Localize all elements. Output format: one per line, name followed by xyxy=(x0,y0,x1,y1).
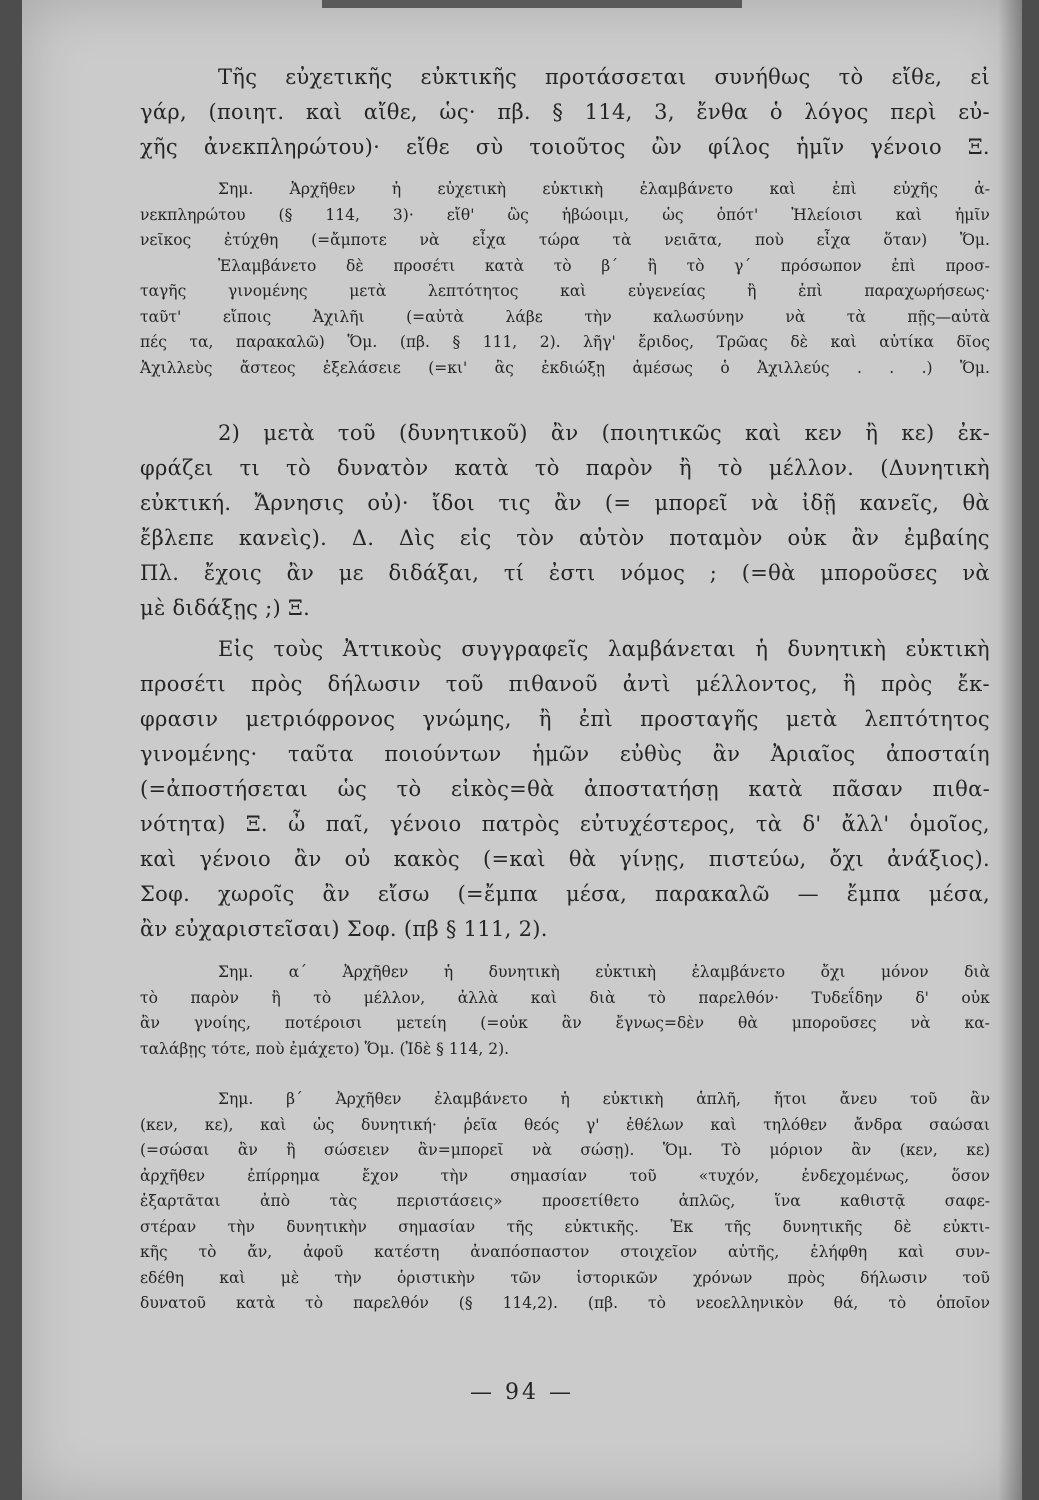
text-line: νεκπληρώτου (§ 114, 3)· εἴθ' ὣς ἡβώοιμι, ὡς ὁπότ' Ἠλείοισι καὶ ἡμῖν xyxy=(140,205,990,224)
paragraph-1 xyxy=(140,60,990,165)
text-line: Ἀχιλλεὺς ἄστεος ἐξελάσειε (=κι' ἂς ἐκδιώξῃ ἀμέσως ὁ Ἀχιλλεύς . . .) Ὅμ. xyxy=(140,358,990,377)
text-line: καὶ γένοιο ἂν οὐ κακὸς (=καὶ θὰ γίνῃς, πιστεύω, ὄχι ἀνάξιος). xyxy=(140,847,990,871)
text-line: μὲ διδάξῃς ;) Ξ. xyxy=(140,596,311,620)
note-1 xyxy=(140,177,990,381)
text-line: ἂν εὐχαριστεῖσαι) Σοφ. (πβ § 111, 2). xyxy=(140,917,548,941)
text-line: εὐκτική. Ἄρνησις οὐ)· ἴδοι τις ἂν (= μπορεῖ νὰ ἰδῇ κανεῖς, θὰ xyxy=(140,491,990,515)
text-line: νεῖκος ἐτύχθη (=ἄμποτε νὰ εἶχα τώρα τὰ νειᾶτα, ποὺ εἶχα ὅταν) Ὅμ. xyxy=(140,231,990,249)
text-line: 2) μετὰ τοῦ (δυνητικοῦ) ἂν (ποιητικῶς καὶ κεν ἢ κε) ἐκ- xyxy=(218,421,990,445)
text-line: νότητα) Ξ. ὦ παῖ, γένοιο πατρὸς εὐτυχέστερος, τὰ δ' ἄλλ' ὁμοῖος, xyxy=(140,812,990,836)
text-line: χῆς ἀνεκπληρώτου)· εἴθε σὺ τοιοῦτος ὢν φίλος ἡμῖν γένοιο Ξ. xyxy=(140,135,990,159)
text-line: φράζει τι τὸ δυνατὸν κατὰ τὸ παρὸν ἢ τὸ μέλλον. (Δυνητικὴ xyxy=(140,456,990,480)
text-line: Πλ. ἔχοις ἂν με διδάξαι, τί ἐστι νόμος ; (=θὰ μποροῦσες νὰ xyxy=(140,561,990,585)
text-line: (=ἀποστήσεται ὡς τὸ εἰκὸς=θὰ ἀποστατήσῃ κατὰ πᾶσαν πιθα- xyxy=(140,777,990,801)
text-line: ταγῆς γινομένης μετὰ λεπτότητος καὶ εὐγενείας ἢ ἐπὶ παραχωρήσεως· xyxy=(140,282,990,300)
spine-shadow xyxy=(998,0,1022,1500)
text-line: ταῦτ' εἴποις Ἀχιλῆι (=αὐτὰ λάβε τὴν καλωσύνην νὰ τὰ πῇς—αὐτὰ xyxy=(140,307,990,326)
text-line: γάρ, (ποιητ. καὶ αἴθε, ὡς· πβ. § 114, 3, ἔνθα ὁ λόγος περὶ εὐ- xyxy=(140,100,990,124)
text-line: ἀρχῆθεν ἐπίρρημα ἔχον τὴν σημασίαν τοῦ «τυχόν, ἐνδεχομένως, ὅσον xyxy=(140,1166,990,1185)
text-line: ἂν γνοίης, ποτέροισι μετείη (=οὐκ ἂν ἔγνως=δὲν θὰ μποροῦσες νὰ κα- xyxy=(140,1014,990,1032)
text-line: ἔβλεπε κανεὶς). Δ. Δὶς εἰς τὸν αὐτὸν ποταμὸν οὐκ ἂν ἐμβαίης xyxy=(140,526,990,550)
text-line: τὸ παρὸν ἢ τὸ μέλλον, ἀλλὰ καὶ διὰ τὸ παρελθόν· Τυδεΐδην δ' οὐκ xyxy=(140,988,990,1007)
text-line: Τῆς εὐχετικῆς εὐκτικῆς προτάσσεται συνήθως τὸ εἴθε, εἰ xyxy=(218,65,990,89)
text-line: (κεν, κε), καὶ ὡς δυνητική· ῥεῖα θεός γ' ἐθέλων καὶ τηλόθεν ἄνδρα σαώσαι xyxy=(140,1115,990,1134)
page-number: — 94 — xyxy=(470,1380,574,1405)
text-line: προσέτι πρὸς δήλωσιν τοῦ πιθανοῦ ἀντὶ μέλλοντος, ἢ πρὸς ἔκ- xyxy=(140,672,990,696)
book-page xyxy=(22,0,1022,1500)
text-line: γινομένης· ταῦτα ποιούντων ἡμῶν εὐθὺς ἂν Ἀριαῖος ἀποσταίη xyxy=(140,742,990,766)
text-line: Σημ. β΄ Ἀρχῆθεν ἐλαμβάνετο ἡ εὐκτικὴ ἁπλῆ, ἤτοι ἄνευ τοῦ ἂν xyxy=(218,1090,990,1108)
paragraph-2 xyxy=(140,416,990,626)
text-line: πές τα, παρακαλῶ) Ὅμ. (πβ. § 111, 2). λῆγ' ἔριδος, Τρῶας δὲ καὶ αὐτίκα δῖος xyxy=(140,333,990,351)
top-shadow xyxy=(322,0,742,8)
text-line: δυνατοῦ κατὰ τὸ παρελθόν (§ 114,2). (πβ. τὸ νεοελληνικὸν θά, τὸ ὁποῖον xyxy=(140,1294,990,1312)
note-2 xyxy=(140,960,990,1062)
text-line: Ἐλαμβάνετο δὲ προσέτι κατὰ τὸ β΄ ἢ τὸ γ΄ πρόσωπον ἐπὶ προσ- xyxy=(218,256,990,275)
text-line: ταλάβῃς τότε, ποὺ ἐμάχετο) Ὅμ. (Ἰδὲ § 114, 2). xyxy=(140,1039,510,1058)
note-3 xyxy=(140,1087,990,1317)
text-line: (=σώσαι ἂν ἢ σώσειεν ἂν=μπορεῖ νὰ σώσῃ). Ὅμ. Τὸ μόριον ἂν (κεν, κε) xyxy=(140,1141,990,1159)
paragraph-3 xyxy=(140,632,990,947)
text-line: ἐξαρτᾶται ἀπὸ τὰς περιστάσεις» προσετίθετο ἁπλῶς, ἵνα καθιστᾷ σαφε- xyxy=(140,1192,990,1210)
text-line: Εἰς τοὺς Ἀττικοὺς συγγραφεῖς λαμβάνεται ἡ δυνητικὴ εὐκτικὴ xyxy=(218,637,990,661)
text-line: στέραν τὴν δυνητικὴν σημασίαν τῆς εὐκτικῆς. Ἐκ τῆς δυνητικῆς δὲ εὐκτι- xyxy=(140,1217,990,1236)
text-line: Σημ. Ἀρχῆθεν ἡ εὐχετικὴ εὐκτικὴ ἐλαμβάνετο καὶ ἐπὶ εὐχῆς ἀ- xyxy=(218,180,990,198)
text-line: εδέθη καὶ μὲ τὴν ὁριστικὴν τῶν ἱστορικῶν χρόνων πρὸς δήλωσιν τοῦ xyxy=(140,1268,990,1287)
text-line: κῆς τὸ ἄν, ἀφοῦ κατέστη ἀναπόσπαστον στοιχεῖον αὐτῆς, ἐλήφθη καὶ συν- xyxy=(140,1243,990,1261)
text-line: φρασιν μετριόφρονος γνώμης, ἢ ἐπὶ προσταγῆς μετὰ λεπτότητος xyxy=(140,707,990,731)
text-line: Σοφ. χωροῖς ἂν εἴσω (=ἔμπα μέσα, παρακαλῶ — ἔμπα μέσα, xyxy=(140,882,990,906)
text-line: Σημ. α΄ Ἀρχῆθεν ἡ δυνητικὴ εὐκτικὴ ἐλαμβάνετο ὄχι μόνον διὰ xyxy=(218,963,990,981)
